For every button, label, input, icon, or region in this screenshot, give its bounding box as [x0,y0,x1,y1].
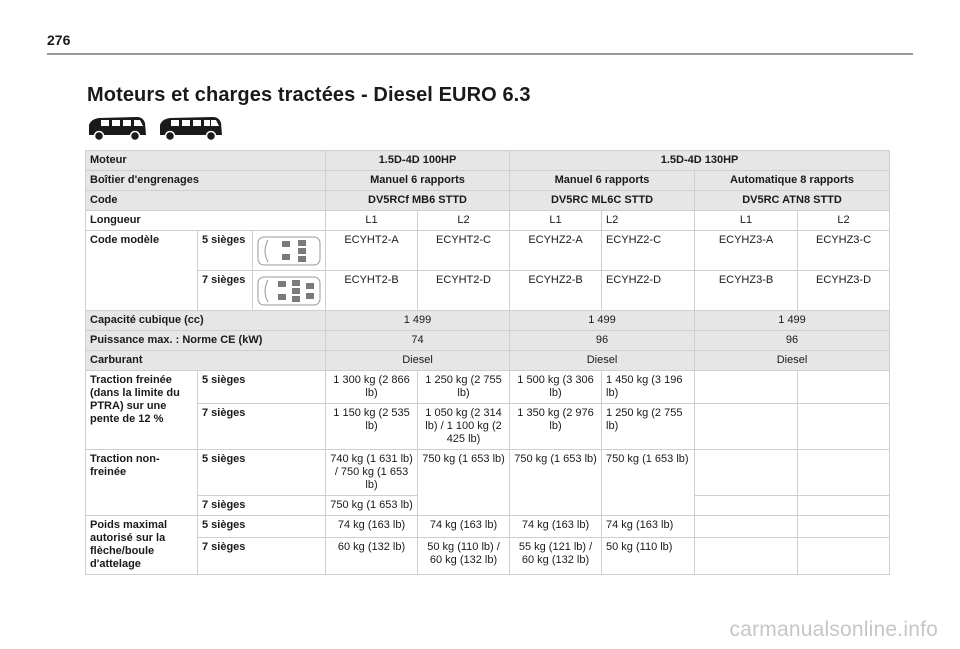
cell-value: 74 kg (163 lb) [602,516,695,538]
cell-value: 750 kg (1 653 lb) [510,450,602,516]
cell-value: 750 kg (1 653 lb) [602,450,695,516]
cell-value: 1.5D-4D 100HP [326,151,510,171]
cell-value: 55 kg (121 lb) / 60 kg (132 lb) [510,538,602,575]
row-traction-non-freinee-5 [86,450,890,496]
cell-empty [798,371,890,404]
van-l2-icon [157,113,225,143]
cell-sublabel: 5 sièges [198,516,326,538]
cell-label: Traction freinée (dans la limite du PTRA) sur une pente de 12 % [86,371,198,450]
cell-empty [798,538,890,575]
cell-value: 1 499 [510,311,695,331]
row-poids-fleche-7 [86,538,890,575]
cell-value: ECYHZ3-D [798,271,890,311]
page-number: 276 [47,32,71,48]
cell-value: DV5RCf MB6 STTD [326,191,510,211]
cell-value: 1 499 [326,311,510,331]
cell-label: Code [86,191,326,211]
cell-label: Poids maximal autorisé sur la flèche/boule d'attelage [86,516,198,575]
cell-empty [798,516,890,538]
row-moteur [86,151,890,171]
row-code-modele-7 [86,271,890,311]
engine-spec-table [85,150,890,575]
cell-label: Puissance max. : Norme CE (kW) [86,331,326,351]
row-puissance [86,331,890,351]
cell-label: Longueur [86,211,326,231]
cell-value: Automatique 8 rapports [695,171,890,191]
row-capacite [86,311,890,331]
cell-value: ECYHZ2-D [602,271,695,311]
cell-sublabel: 7 sièges [198,538,326,575]
cell-value: L2 [798,211,890,231]
cell-value: 96 [510,331,695,351]
cell-sublabel: 7 sièges [198,271,253,311]
cell-value: 1 250 kg (2 755 lb) [418,371,510,404]
cell-value: Diesel [510,351,695,371]
cell-value: ECYHZ2-B [510,271,602,311]
cell-value: ECYHT2-D [418,271,510,311]
row-poids-fleche-5 [86,516,890,538]
seat-layout-5-icon [253,231,326,271]
cell-label: Boîtier d'engrenages [86,171,326,191]
cell-label: Code modèle [86,231,198,311]
cell-value: ECYHZ3-B [695,271,798,311]
cell-value: ECYHT2-A [326,231,418,271]
row-code-modele-5 [86,231,890,271]
cell-value: ECYHZ2-C [602,231,695,271]
cell-label: Carburant [86,351,326,371]
page-title: Moteurs et charges tractées - Diesel EURO 6.3 [87,84,531,106]
cell-value: 740 kg (1 631 lb) / 750 kg (1 653 lb) [326,450,418,496]
cell-value: 50 kg (110 lb) / 60 kg (132 lb) [418,538,510,575]
row-traction-freinee-7 [86,404,890,450]
cell-value: Diesel [695,351,890,371]
cell-value: 1 250 kg (2 755 lb) [602,404,695,450]
cell-value: 50 kg (110 lb) [602,538,695,575]
cell-value: 750 kg (1 653 lb) [418,450,510,516]
cell-value: ECYHT2-B [326,271,418,311]
cell-empty [798,450,890,496]
cell-value: L1 [510,211,602,231]
cell-label: Capacité cubique (cc) [86,311,326,331]
row-boitier [86,171,890,191]
cell-empty [695,371,798,404]
cell-value: 1 450 kg (3 196 lb) [602,371,695,404]
cell-value: DV5RC ML6C STTD [510,191,695,211]
watermark: carmanualsonline.info [729,618,938,641]
cell-value: L1 [695,211,798,231]
cell-value: ECYHT2-C [418,231,510,271]
cell-empty [695,404,798,450]
cell-empty [695,450,798,496]
cell-value: 1.5D-4D 130HP [510,151,890,171]
vehicle-silhouettes [85,113,225,143]
cell-sublabel: 7 sièges [198,404,326,450]
cell-sublabel: 5 sièges [198,371,326,404]
cell-value: 1 500 kg (3 306 lb) [510,371,602,404]
cell-value: 96 [695,331,890,351]
row-longueur [86,211,890,231]
cell-value: 1 050 kg (2 314 lb) / 1 100 kg (2 425 lb) [418,404,510,450]
cell-empty [695,516,798,538]
cell-value: 750 kg (1 653 lb) [326,496,418,516]
cell-value: ECYHZ3-A [695,231,798,271]
cell-empty [695,496,798,516]
cell-value: 1 300 kg (2 866 lb) [326,371,418,404]
cell-value: L2 [418,211,510,231]
row-code [86,191,890,211]
cell-value: L2 [602,211,695,231]
cell-empty [695,538,798,575]
cell-value: 74 kg (163 lb) [418,516,510,538]
seat-layout-7-icon [253,271,326,311]
cell-value: Manuel 6 rapports [510,171,695,191]
cell-value: ECYHZ2-A [510,231,602,271]
cell-sublabel: 7 sièges [198,496,326,516]
cell-value: ECYHZ3-C [798,231,890,271]
cell-value: 1 350 kg (2 976 lb) [510,404,602,450]
cell-sublabel: 5 sièges [198,231,253,271]
cell-label: Traction non-freinée [86,450,198,516]
cell-empty [798,404,890,450]
cell-value: 60 kg (132 lb) [326,538,418,575]
cell-value: L1 [326,211,418,231]
cell-value: 1 150 kg (2 535 lb) [326,404,418,450]
cell-value: 1 499 [695,311,890,331]
cell-value: Diesel [326,351,510,371]
van-l1-icon [85,113,149,143]
cell-sublabel: 5 sièges [198,450,326,496]
cell-value: 74 [326,331,510,351]
cell-value: DV5RC ATN8 STTD [695,191,890,211]
cell-empty [798,496,890,516]
row-traction-freinee-5 [86,371,890,404]
header-divider [47,53,913,55]
cell-value: 74 kg (163 lb) [326,516,418,538]
row-carburant [86,351,890,371]
cell-value: Manuel 6 rapports [326,171,510,191]
cell-label: Moteur [86,151,326,171]
cell-value: 74 kg (163 lb) [510,516,602,538]
